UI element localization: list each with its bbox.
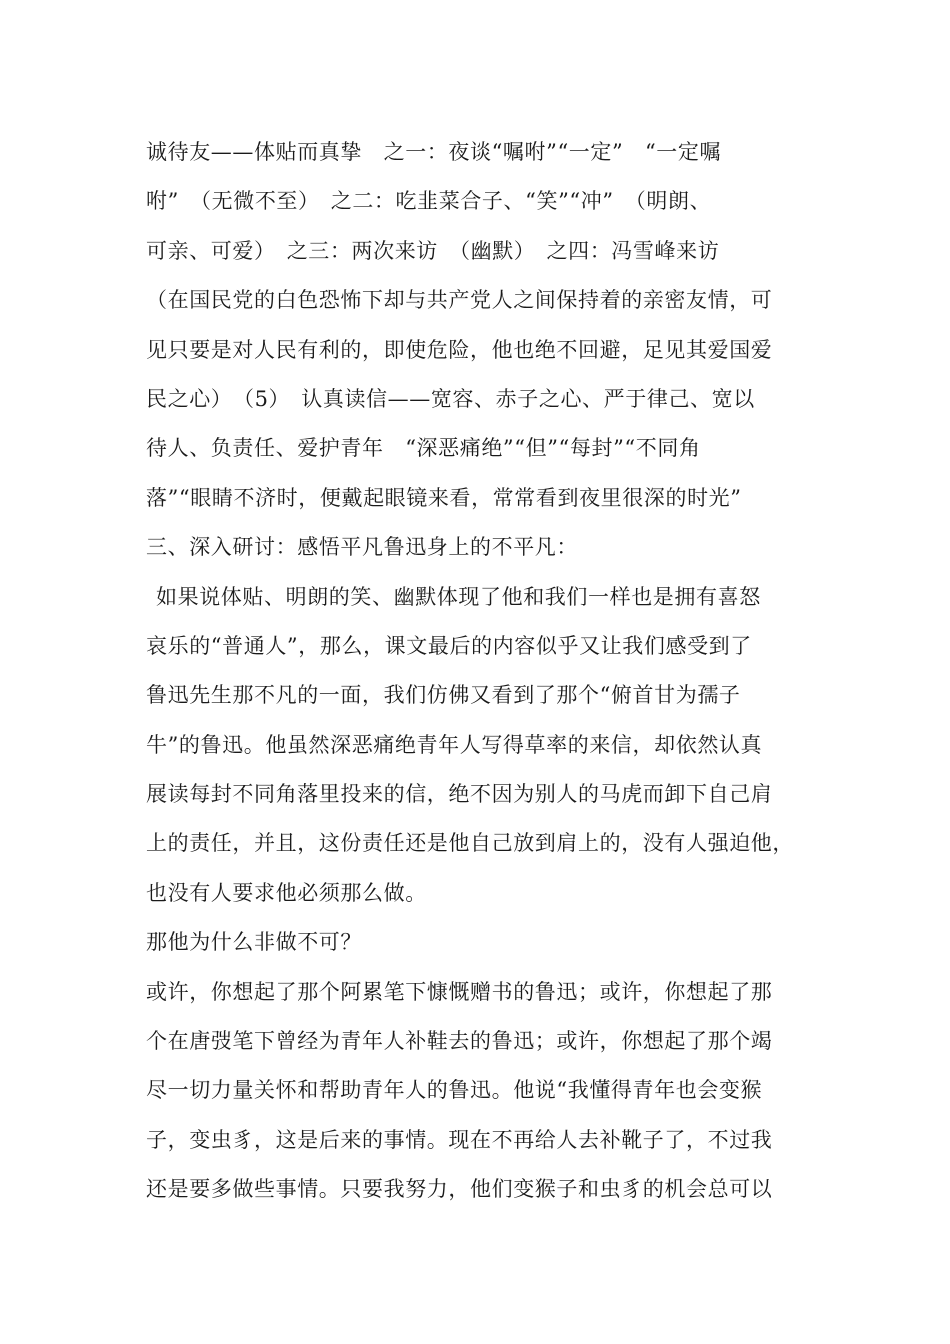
text-line: 落”“眼睛不济时，便戴起眼镜来看，常常看到夜里很深的时光” <box>146 485 742 510</box>
text-line: 见只要是对人民有利的，即使危险，他也绝不回避，足见其爱国爱 <box>146 337 773 362</box>
text-line: 如果说体贴、明朗的笑、幽默体现了他和我们一样也是拥有喜怒 <box>156 584 761 609</box>
text-line: 也没有人要求他必须那么做。 <box>146 880 427 905</box>
text-line: 尽一切力量关怀和帮助青年人的鲁迅。他说“我懂得青年也会变猴 <box>146 1078 763 1103</box>
text-line: 那他为什么非做不可？ <box>146 930 362 955</box>
text-line: 咐” （无微不至） 之二：吃韭菜合子、“笑”“冲” （明朗、 <box>146 189 712 214</box>
text-line: 展读每封不同角落里投来的信，绝不因为别人的马虎而卸下自己肩 <box>146 782 773 807</box>
text-line: （在国民党的白色恐怖下却与共产党人之间保持着的亲密友情，可 <box>146 288 773 313</box>
text-line: 诚待友——体贴而真挚 之一：夜谈“嘱咐”“一定” “一定嘱 <box>146 140 722 164</box>
text-line: 鲁迅先生那不凡的一面，我们仿佛又看到了那个“俯首甘为孺子 <box>146 683 741 708</box>
text-line: 或许，你想起了那个阿累笔下慷慨赠书的鲁迅；或许，你想起了那 <box>146 979 773 1004</box>
text-line: 待人、负责任、爱护青年 “深恶痛绝”“但”“每封”“不同角 <box>146 436 701 461</box>
text-line: 子，变虫豸，这是后来的事情。现在不再给人去补靴子了，不过我 <box>146 1127 773 1152</box>
text-line: 牛”的鲁迅。他虽然深恶痛绝青年人写得草率的来信，却依然认真 <box>146 732 763 757</box>
text-line: 哀乐的“普通人”，那么，课文最后的内容似乎又让我们感受到了 <box>146 633 752 658</box>
text-line: 民之心） （5） 认真读信——宽容、赤子之心、严于律己、宽以 <box>146 386 755 411</box>
section-heading: 三、深入研讨：感悟平凡鲁迅身上的不平凡： <box>146 535 578 560</box>
text-line: 上的责任，并且，这份责任还是他自己放到肩上的，没有人强迫他， <box>146 831 794 856</box>
text-line: 个在唐弢笔下曾经为青年人补鞋去的鲁迅；或许，你想起了那个竭 <box>146 1029 773 1054</box>
text-line: 可亲、可爱） 之三：两次来访 （幽默） 之四：冯雪峰来访 <box>146 238 720 263</box>
body-text <box>146 128 814 1215</box>
text-line: 还是要多做些事情。只要我努力，他们变猴子和虫豸的机会总可以 <box>146 1177 773 1202</box>
